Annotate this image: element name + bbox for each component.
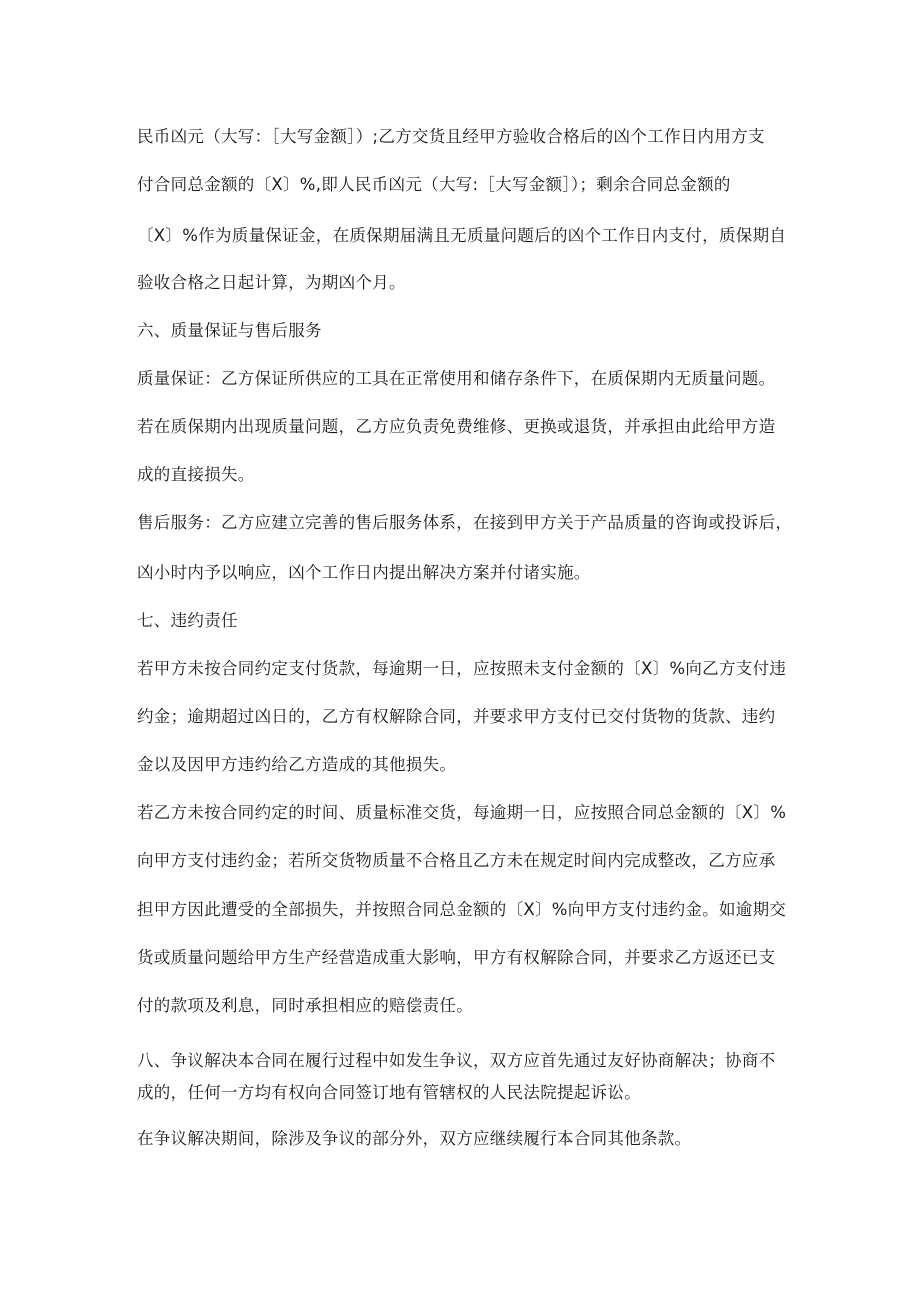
text-line: 凶小时内予以响应，凶个工作日内提出解决方案并付诸实施。 [137, 563, 591, 582]
section-heading: 八、争议解决本合同在履行过程中如发生争议，双方应首先通过友好协商解决；协商不 [137, 1051, 776, 1070]
text-line: 若在质保期内出现质量问题，乙方应负责免费维修、更换或退货，并承担由此给甲方造 [137, 417, 776, 436]
section-heading: 七、违约责任 [137, 611, 238, 630]
text-line: 金以及因甲方违约给乙方造成的其他损失。 [137, 755, 457, 774]
text-line: 货或质量问题给甲方生产经营造成重大影响，甲方有权解除合同，并要求乙方返还已支 [137, 948, 776, 967]
text-line: 在争议解决期间，除涉及争议的部分外，双方应继续履行本合同其他条款。 [137, 1129, 692, 1148]
text-line: 售后服务：乙方应建立完善的售后服务体系，在接到甲方关于产品质量的咨询或投诉后， [137, 513, 793, 532]
text-line: 若乙方未按合同约定的时间、质量标准交货，每逾期一日，应按照合同总金额的〔X〕% [137, 803, 787, 822]
text-line: 质量保证：乙方保证所供应的工具在正常使用和储存条件下，在质保期内无质量问题。 [137, 369, 776, 388]
section-heading: 六、质量保证与售后服务 [137, 321, 322, 340]
text-line: 〔X〕%作为质量保证金，在质保期届满且无质量问题后的凶个工作日内支付，质保期自 [137, 226, 787, 245]
text-line: 付的款项及利息，同时承担相应的赔偿责任。 [137, 996, 473, 1015]
text-line: 成的直接损失。 [137, 465, 255, 484]
text-line: 约金；逾期超过凶日的，乙方有权解除合同，并要求甲方支付已交付货物的货款、违约 [137, 707, 776, 726]
text-line: 若甲方未按合同约定支付货款，每逾期一日，应按照未支付金额的〔X〕%向乙方支付违 [137, 659, 787, 678]
text-line: 担甲方因此遭受的全部损失，并按照合同总金额的〔X〕%向甲方支付违约金。如逾期交 [137, 900, 787, 919]
text-line: 验收合格之日起计算，为期凶个月。 [137, 273, 406, 292]
text-line: 成的，任何一方均有权向合同签订地有管辖权的人民法院提起诉讼。 [137, 1083, 641, 1102]
text-line: 向甲方支付违约金；若所交货物质量不合格且乙方未在规定时间内完成整改，乙方应承 [137, 851, 776, 870]
text-line: 民币凶元（大写：［大写金额］）;乙方交货且经甲方验收合格后的凶个工作日内用方支 [137, 127, 765, 146]
text-line: 付合同总金额的〔X〕%,即人民币凶元（大写:［大写金额］）；剩余合同总金额的 [137, 175, 731, 194]
